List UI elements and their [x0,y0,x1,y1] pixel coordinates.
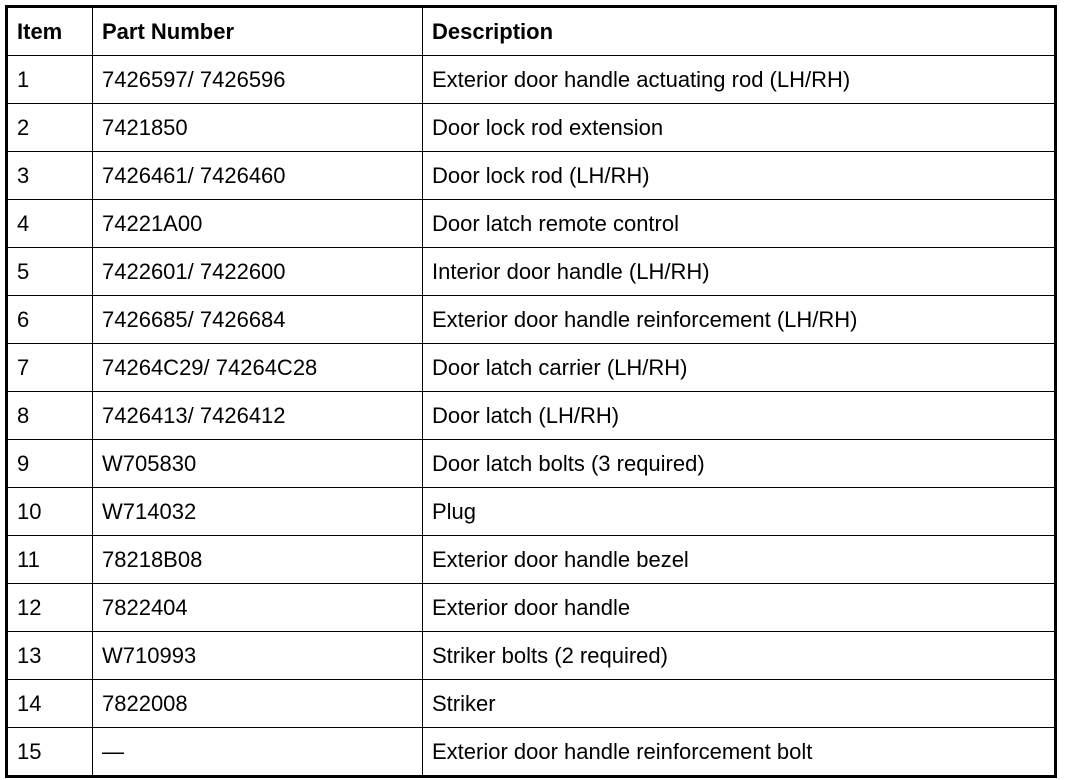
item-cell: 13 [7,632,93,680]
description-cell: Door latch remote control [423,200,1056,248]
part-number-cell: 7426413/ 7426412 [93,392,423,440]
item-cell: 3 [7,152,93,200]
item-cell: 2 [7,104,93,152]
part-number-cell: W710993 [93,632,423,680]
table-row [7,392,1056,440]
table-row [7,680,1056,728]
table-row [7,152,1056,200]
item-cell: 12 [7,584,93,632]
description-cell: Door lock rod extension [423,104,1056,152]
description-cell: Door latch (LH/RH) [423,392,1056,440]
item-cell: 15 [7,728,93,777]
description-cell: Door latch carrier (LH/RH) [423,344,1056,392]
item-cell: 11 [7,536,93,584]
part-number-cell: — [93,728,423,777]
item-cell: 14 [7,680,93,728]
part-number-cell: 7426685/ 7426684 [93,296,423,344]
table-row [7,440,1056,488]
table-body [7,56,1056,777]
table-row [7,632,1056,680]
table-row [7,728,1056,777]
item-cell: 9 [7,440,93,488]
table-row [7,296,1056,344]
part-number-cell: 7426461/ 7426460 [93,152,423,200]
part-number-cell: 78218B08 [93,536,423,584]
item-cell: 10 [7,488,93,536]
header-row [7,7,1056,56]
item-cell: 8 [7,392,93,440]
description-cell: Exterior door handle [423,584,1056,632]
item-cell: 5 [7,248,93,296]
column-header-part-number: Part Number [93,7,423,56]
description-cell: Plug [423,488,1056,536]
column-header-item: Item [7,7,93,56]
description-cell: Exterior door handle reinforcement (LH/RH) [423,296,1056,344]
table-row [7,56,1056,104]
parts-table [5,5,1057,778]
part-number-cell: 74221A00 [93,200,423,248]
description-cell: Exterior door handle reinforcement bolt [423,728,1056,777]
part-number-cell: 74264C29/ 74264C28 [93,344,423,392]
item-cell: 1 [7,56,93,104]
description-cell: Door latch bolts (3 required) [423,440,1056,488]
table-row [7,200,1056,248]
description-cell: Striker bolts (2 required) [423,632,1056,680]
part-number-cell: 7822008 [93,680,423,728]
table-header [7,7,1056,56]
description-cell: Exterior door handle actuating rod (LH/RH) [423,56,1056,104]
table-row [7,584,1056,632]
description-cell: Door lock rod (LH/RH) [423,152,1056,200]
table-row [7,344,1056,392]
description-cell: Exterior door handle bezel [423,536,1056,584]
part-number-cell: W705830 [93,440,423,488]
description-cell: Striker [423,680,1056,728]
part-number-cell: 7421850 [93,104,423,152]
table-row [7,536,1056,584]
description-cell: Interior door handle (LH/RH) [423,248,1056,296]
table-row [7,488,1056,536]
part-number-cell: 7422601/ 7422600 [93,248,423,296]
part-number-cell: 7822404 [93,584,423,632]
part-number-cell: 7426597/ 7426596 [93,56,423,104]
table-row [7,104,1056,152]
item-cell: 6 [7,296,93,344]
part-number-cell: W714032 [93,488,423,536]
column-header-description: Description [423,7,1056,56]
item-cell: 4 [7,200,93,248]
item-cell: 7 [7,344,93,392]
table-row [7,248,1056,296]
